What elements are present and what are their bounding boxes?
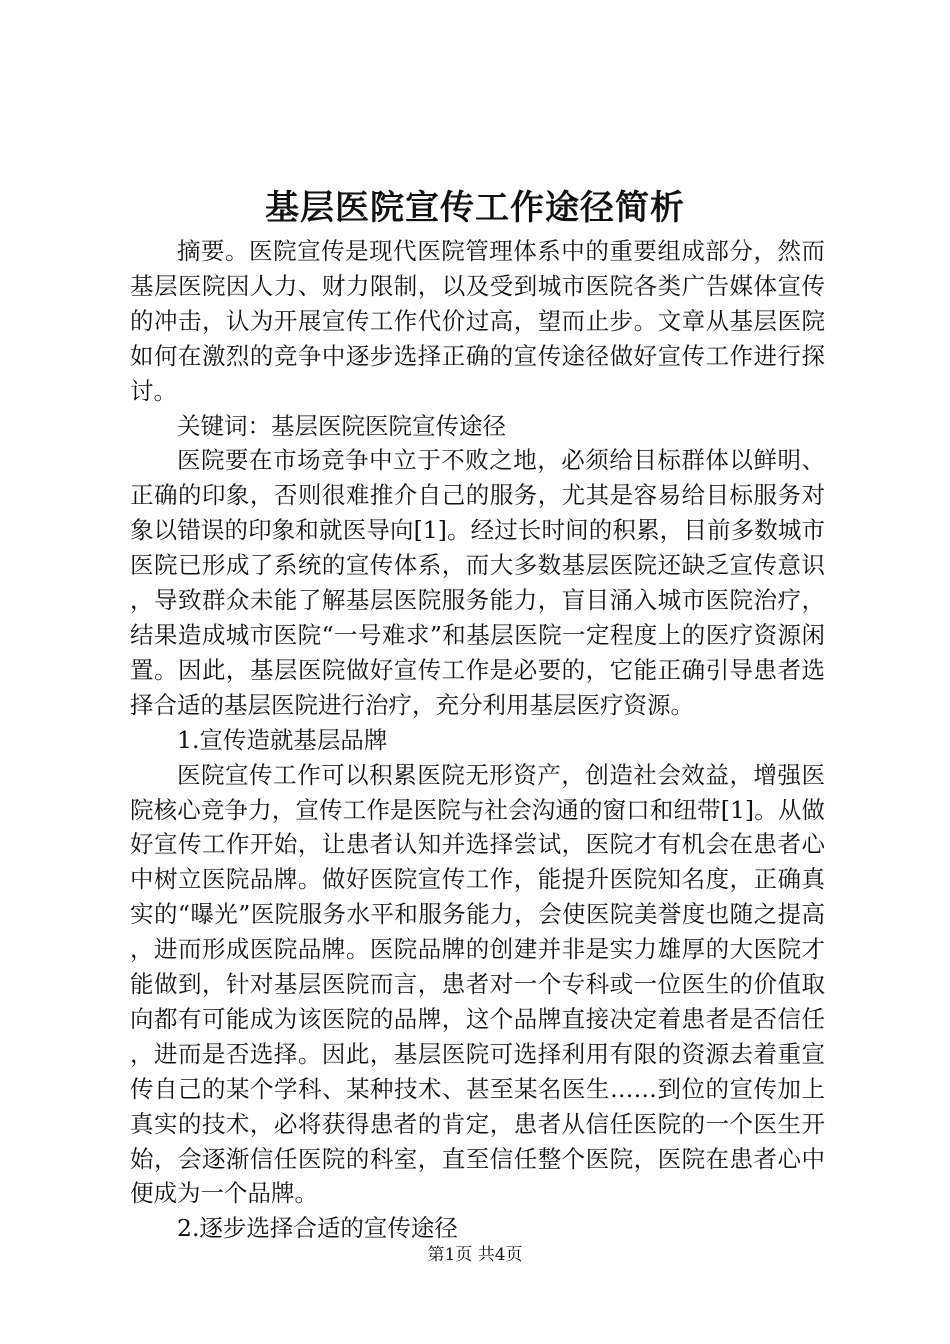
keywords-line: 关键词：基层医院医院宣传途径 [177, 411, 506, 440]
abstract-paragraph: 摘要。医院宣传是现代医院管理体系中的重要组成部分，然而基层医院因人力、财力限制，以及受到城市医院各类广告媒体宣传的冲击，认为开展宣传工作代价过高，望而止步。文章从基层医院如何在激烈的竞争中逐步选择正确的宣传途径做好宣传工作进行探讨。 [130, 237, 825, 405]
page-footer: 第1页 共4页 [427, 1245, 523, 1265]
section-1-paragraph: 医院宣传工作可以积累医院无形资产，创造社会效益，增强医院核心竞争力，宣传工作是医院与社会沟通的窗口和纽带[1]。从做好宣传工作开始，让患者认知并选择尝试，医院才有机会在患者心中树立医院品牌。做好医院宣传工作，能提升医院知名度，正确真实的“曝光”医院服务水平和服务能力，会使医院美誉度也随之提高，进而形成医院品牌。医院品牌的创建并非是实力雄厚的大医院才能做到，针对基层医院而言，患者对一个专科或一位医生的价值取向都有可能成为该医院的品牌，这个品牌直接决定着患者是否信任，进而是否选择。因此，基层医院可选择利用有限的资源去着重宣传自己的某个学科、某种技术、甚至某名医生……到位的宣传加上真实的技术，必将获得患者的肯定，患者从信任医院的一个医生开始，会逐渐信任医院的科室，直至信任整个医院，医院在患者心中便成为一个品牌。 [130, 760, 825, 1208]
document-body [130, 234, 825, 1246]
section-heading-1: 1.宣传造就基层品牌 [177, 725, 388, 754]
document-title: 基层医院宣传工作途径简析 [265, 188, 685, 228]
section-heading-2: 2.逐步选择合适的宣传途径 [177, 1214, 458, 1243]
intro-paragraph: 医院要在市场竞争中立于不败之地，必须给目标群体以鲜明、正确的印象，否则很难推介自己的服务，尤其是容易给目标服务对象以错误的印象和就医导向[1]。经过长时间的积累，目前多数城市医院已形成了系统的宣传体系，而大多数基层医院还缺乏宣传意识，导致群众未能了解基层医院服务能力，盲目涌入城市医院治疗，结果造成城市医院“一号难求”和基层医院一定程度上的医疗资源闲置。因此，基层医院做好宣传工作是必要的，它能正确引导患者选择合适的基层医院进行治疗，充分利用基层医疗资源。 [130, 446, 825, 719]
